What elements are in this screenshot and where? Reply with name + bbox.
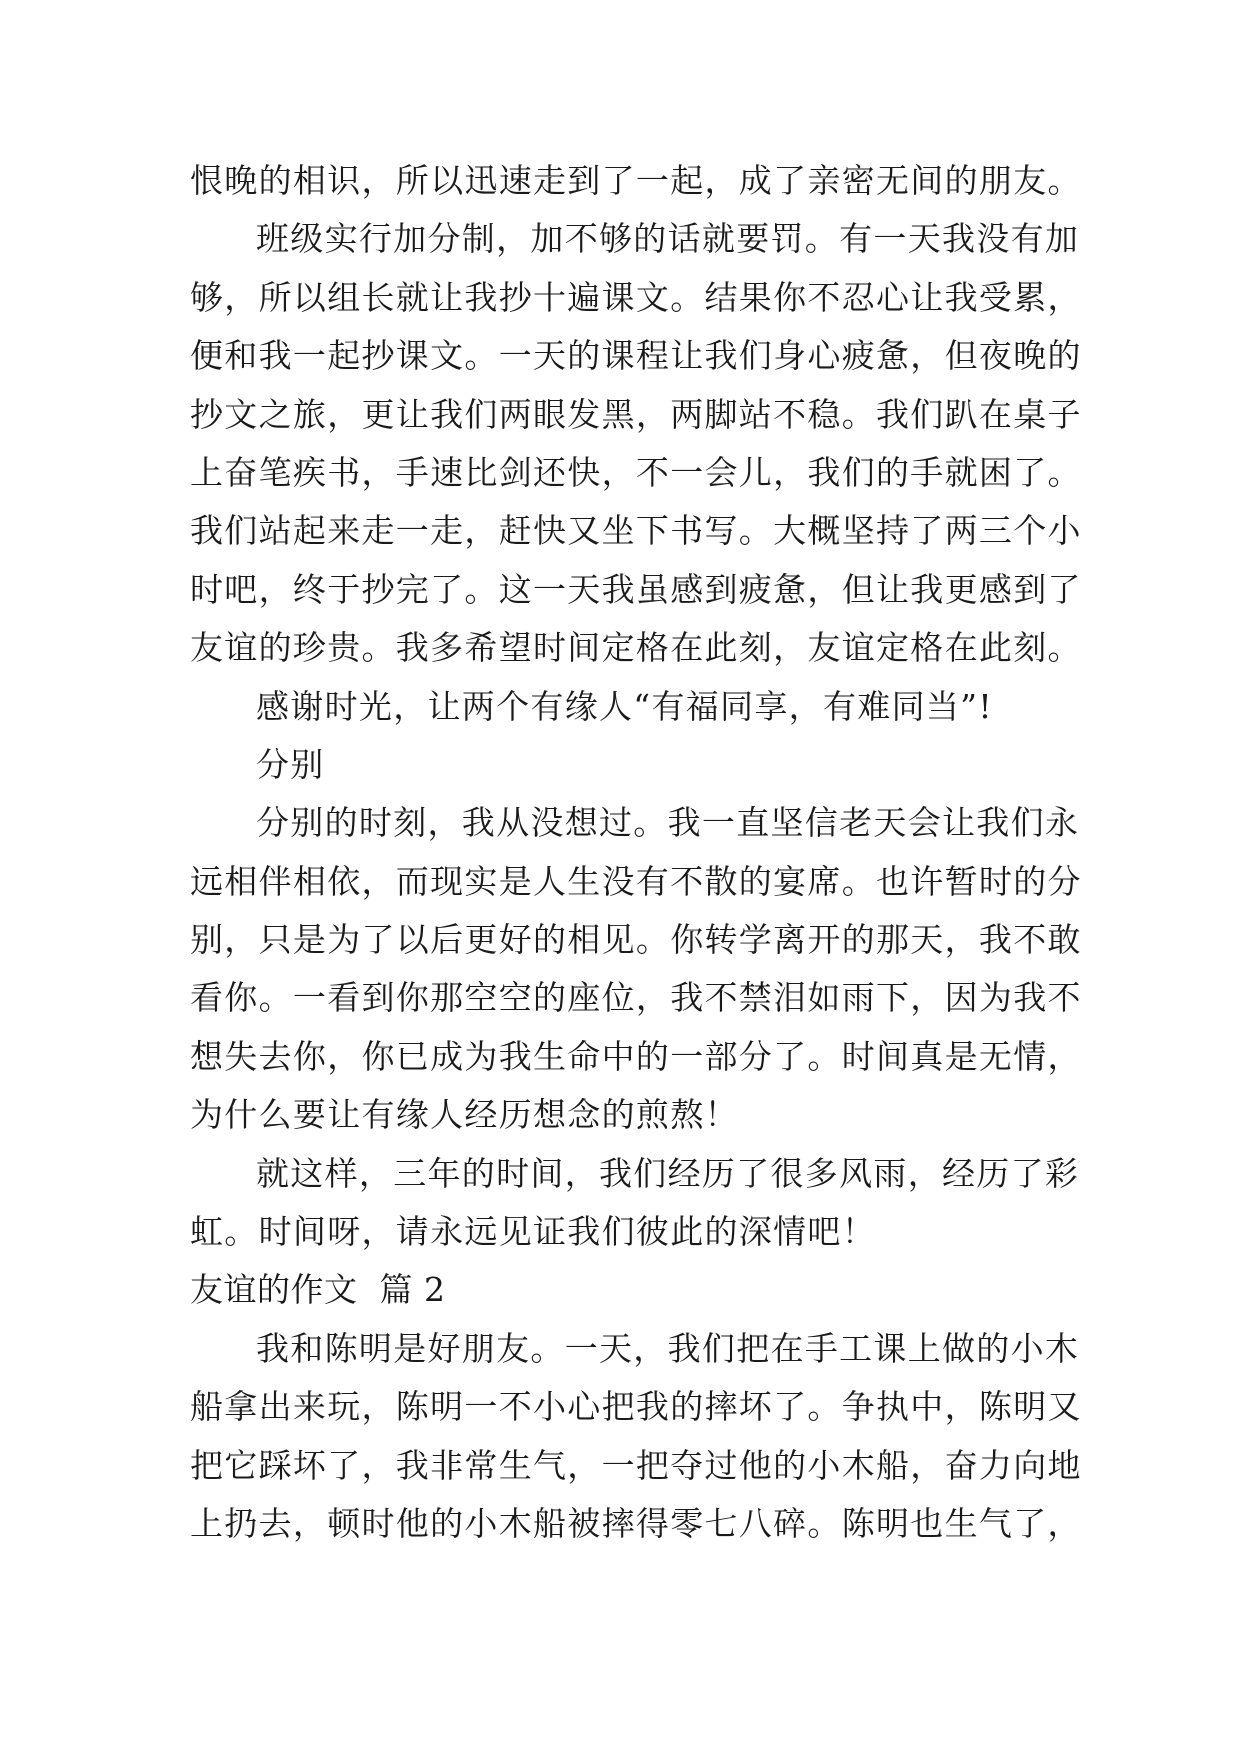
text-line: 上扔去，顿时他的小木船被摔得零七八碎。陈明也生气了， bbox=[190, 1503, 1082, 1543]
text-line: 感谢时光，让两个有缘人“有福同享，有难同当”! bbox=[256, 686, 993, 726]
text-line: 就这样，三年的时间，我们经历了很多风雨，经历了彩 bbox=[256, 1153, 1080, 1193]
text-line: 把它踩坏了，我非常生气，一把夺过他的小木船，奋力向地 bbox=[190, 1445, 1082, 1485]
text-line: 友谊的珍贵。我多希望时间定格在此刻，友谊定格在此刻。 bbox=[190, 628, 1082, 668]
text-line: 远相伴相依，而现实是人生没有不散的宴席。也许暂时的分 bbox=[190, 861, 1082, 901]
text-line: 为什么要让有缘人经历想念的煎熬！ bbox=[190, 1095, 739, 1135]
text-line: 上奋笔疾书，手速比剑还快，不一会儿，我们的手就困了。 bbox=[190, 452, 1082, 492]
text-line: 抄文之旅，更让我们两眼发黑，两脚站不稳。我们趴在桌子 bbox=[190, 394, 1082, 434]
text-line: 想失去你，你已成为我生命中的一部分了。时间真是无情， bbox=[190, 1036, 1082, 1076]
text-line: 分别的时刻，我从没想过。我一直坚信老天会让我们永 bbox=[256, 803, 1080, 843]
text-line: 时吧，终于抄完了。这一天我虽感到疲惫，但让我更感到了 bbox=[190, 569, 1082, 609]
text-line: 恨晚的相识，所以迅速走到了一起，成了亲密无间的朋友。 bbox=[190, 161, 1082, 200]
document-body bbox=[190, 152, 1082, 1553]
text-line: 班级实行加分制，加不够的话就要罚。有一天我没有加 bbox=[256, 219, 1080, 259]
essay-title: 友谊的作文 篇 2 bbox=[190, 1270, 446, 1310]
text-line: 我们站起来走一走，赶快又坐下书写。大概坚持了两三个小 bbox=[190, 511, 1082, 551]
text-line: 便和我一起抄课文。一天的课程让我们身心疲惫，但夜晚的 bbox=[190, 336, 1082, 376]
text-line: 我和陈明是好朋友。一天，我们把在手工课上做的小木 bbox=[256, 1328, 1080, 1368]
text-line: 别，只是为了以后更好的相见。你转学离开的那天，我不敢 bbox=[190, 920, 1082, 960]
text-line: 够，所以组长就让我抄十遍课文。结果你不忍心让我受累， bbox=[190, 277, 1082, 317]
text-line: 看你。一看到你那空空的座位，我不禁泪如雨下，因为我不 bbox=[190, 978, 1082, 1018]
text-line: 虹。时间呀，请永远见证我们彼此的深情吧！ bbox=[190, 1212, 876, 1252]
section-subheading: 分别 bbox=[256, 744, 325, 784]
text-line: 船拿出来玩，陈明一不小心把我的摔坏了。争执中，陈明又 bbox=[190, 1387, 1082, 1427]
